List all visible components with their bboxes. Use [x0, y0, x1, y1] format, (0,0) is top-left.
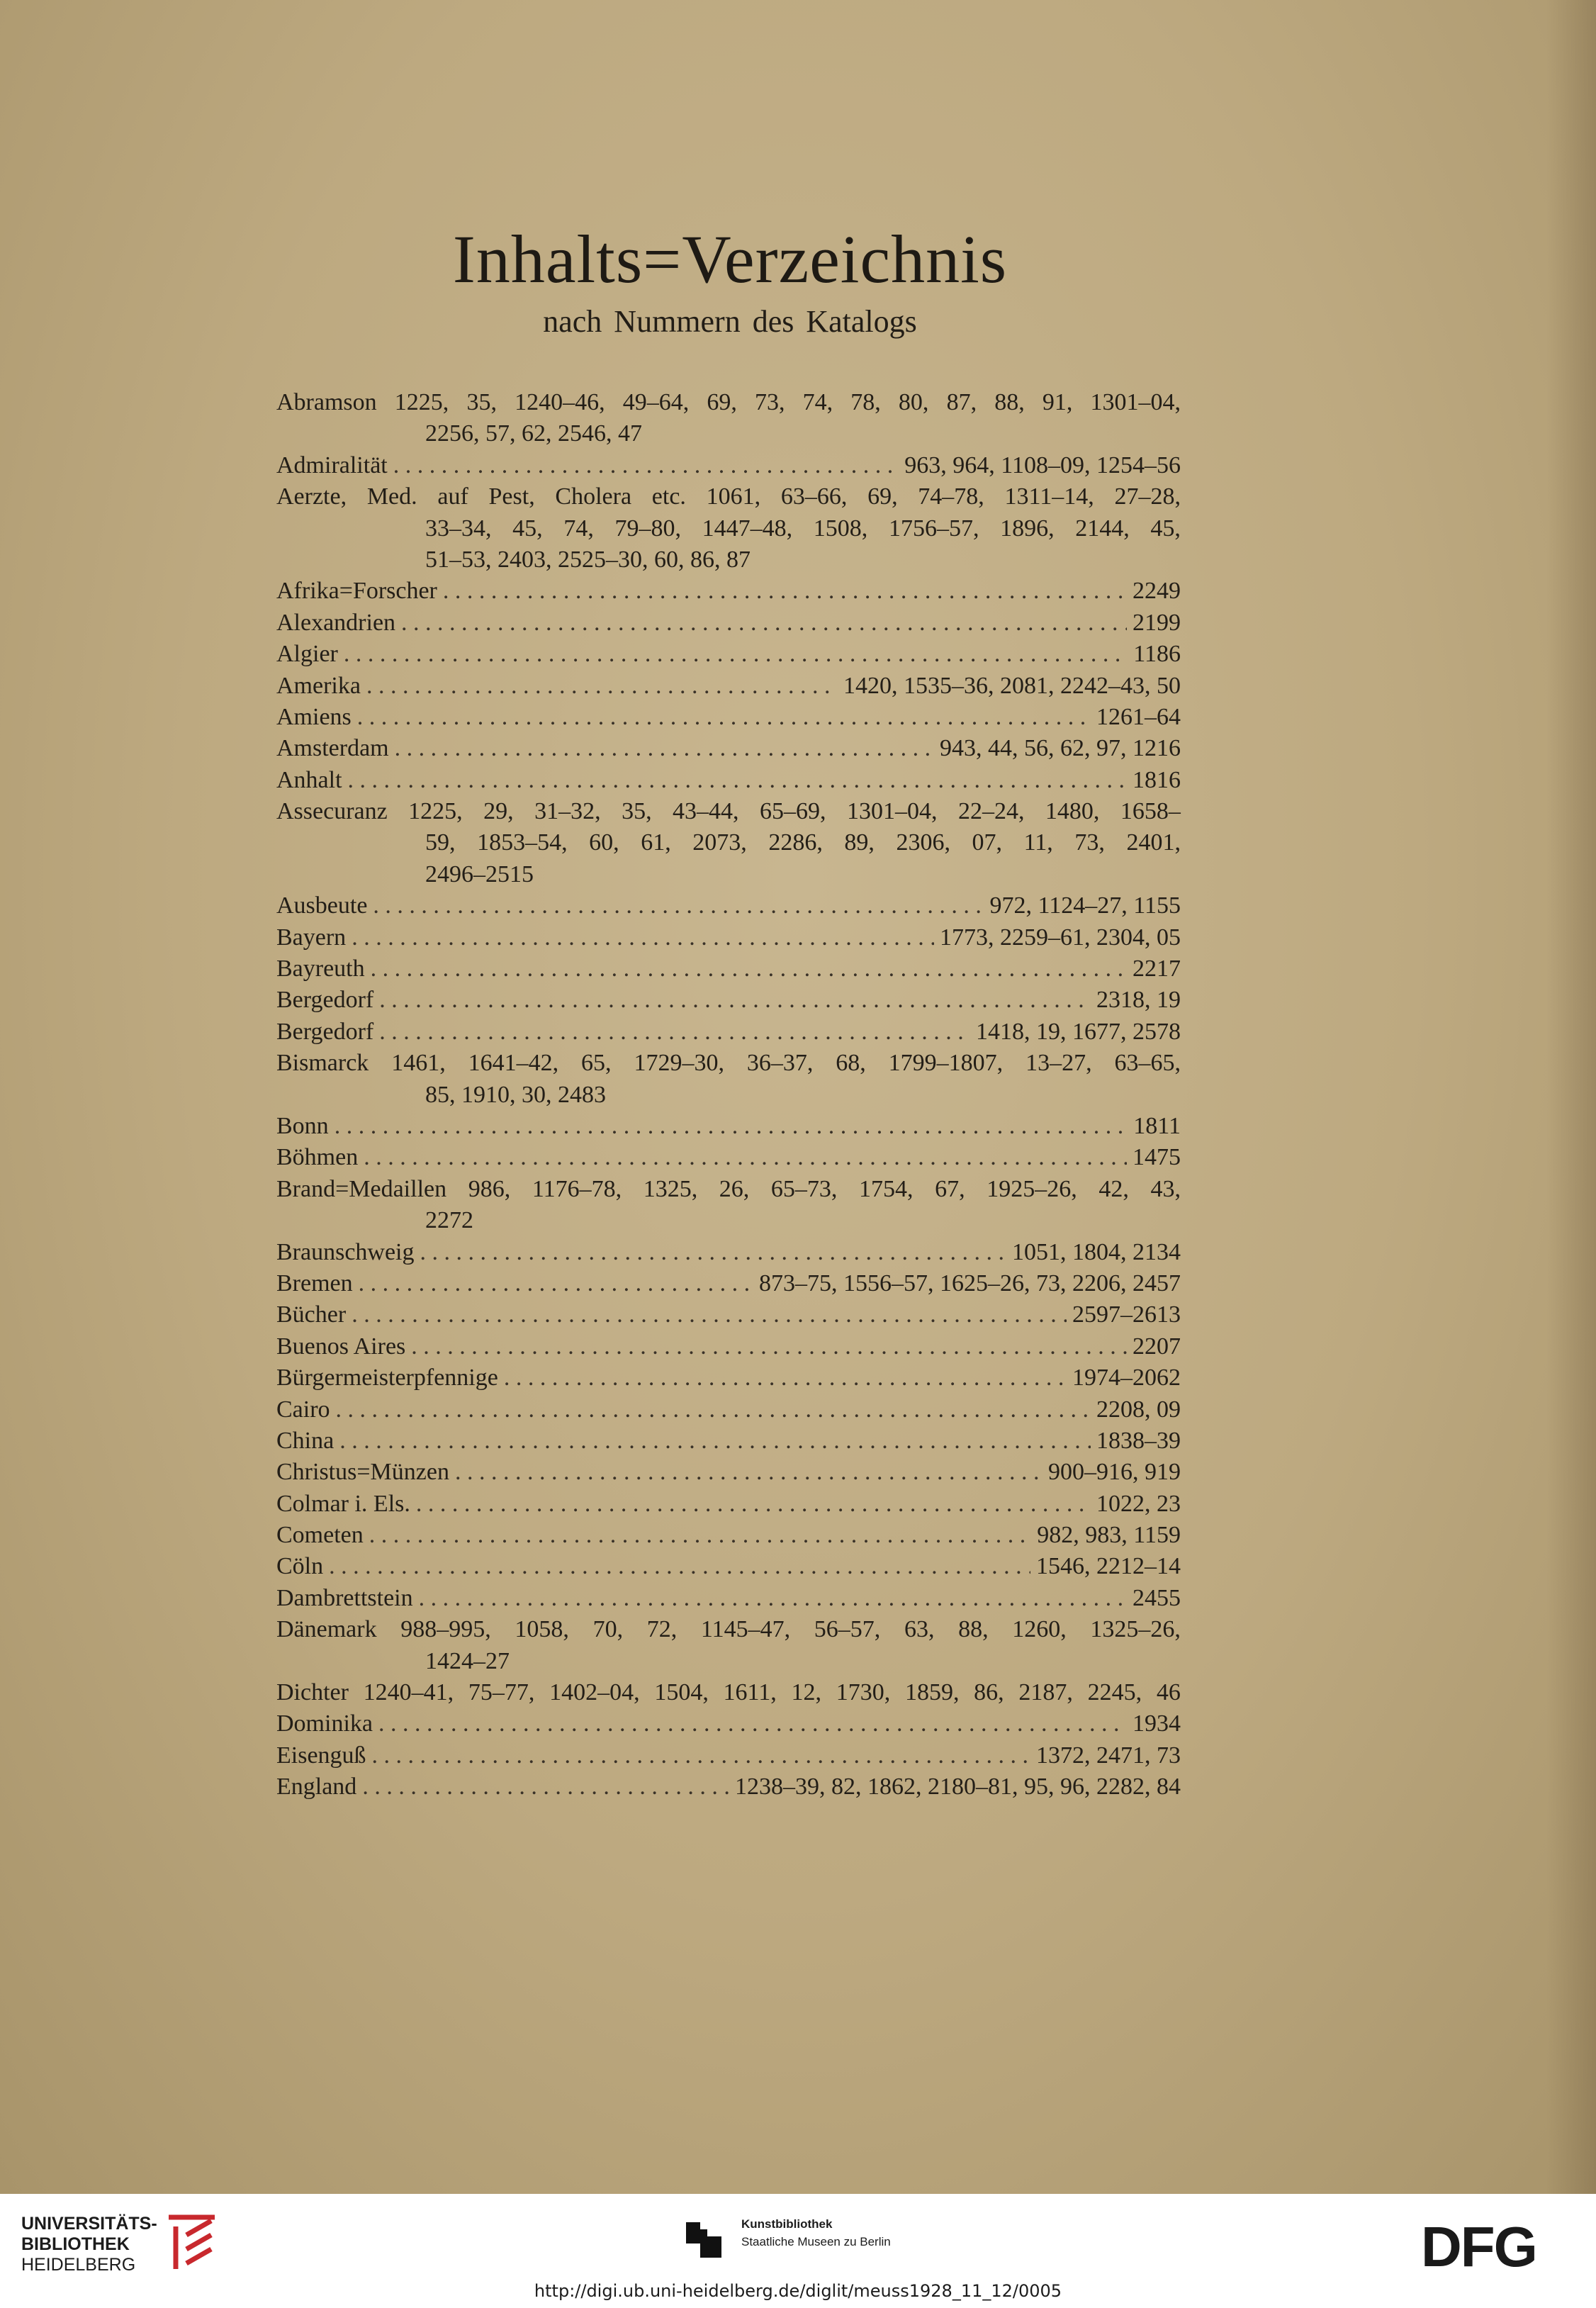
- index-line: Brand=Medaillen 986, 1176–78, 1325, 26, 65–73, 1754, 67, 1925–26, 42, 43,: [276, 1175, 1181, 1202]
- dot-leader: [335, 1111, 1128, 1142]
- index-line: Dichter 1240–41, 75–77, 1402–04, 1504, 1611, 12, 1730, 1859, 86, 2187, 2245, 46: [276, 1679, 1181, 1706]
- index-continuation-line: 85, 1910, 30, 2483: [425, 1081, 606, 1108]
- index-line: [276, 985, 1181, 1016]
- index-term: Braunschweig: [276, 1238, 415, 1265]
- index-entry: [276, 1583, 1181, 1614]
- index-term: Bergedorf: [276, 987, 374, 1014]
- index-term: Christus=Münzen: [276, 1459, 449, 1486]
- dot-leader: [352, 922, 934, 953]
- dot-leader: [379, 1016, 970, 1048]
- index-term: England: [276, 1774, 357, 1800]
- dot-leader: [352, 1299, 1067, 1331]
- page-shadow: [1546, 0, 1596, 2194]
- index-term: Ausbeute: [276, 892, 368, 919]
- kb-subtitle: Staatliche Museen zu Berlin: [741, 2235, 891, 2248]
- index-line: [276, 1016, 1181, 1048]
- index-line: [276, 1111, 1181, 1142]
- index-line: [276, 1771, 1181, 1803]
- dot-leader: [357, 702, 1091, 733]
- index-entry: [276, 1268, 1181, 1299]
- index-entry: [276, 953, 1181, 985]
- dot-leader: [366, 671, 838, 702]
- index-numbers: 2207: [1133, 1333, 1181, 1360]
- index-numbers: 1051, 1804, 2134: [1012, 1238, 1181, 1265]
- index-entry: [276, 1362, 1181, 1394]
- index-entry: [276, 639, 1181, 670]
- dfg-logo: [1421, 2222, 1573, 2272]
- dot-leader: [455, 1457, 1043, 1488]
- dot-leader: [371, 953, 1127, 985]
- index-line: [276, 1583, 1181, 1614]
- index-continuation-line: 2496–2515: [425, 861, 534, 887]
- index-line: [276, 1268, 1181, 1299]
- index-line: [276, 702, 1181, 733]
- index-term: Dambrettstein: [276, 1584, 413, 1611]
- index-entry: [276, 387, 1181, 450]
- index-entry: [276, 576, 1181, 607]
- index-entry: [276, 890, 1181, 921]
- index-numbers: 900–916, 919: [1048, 1459, 1181, 1486]
- index-numbers: 1773, 2259–61, 2304, 05: [940, 924, 1181, 951]
- index-entry: [276, 481, 1181, 576]
- index-line: [276, 450, 1181, 481]
- index-line: [276, 671, 1181, 702]
- index-line: [276, 890, 1181, 921]
- index-numbers: 1546, 2212–14: [1036, 1553, 1181, 1580]
- ub-heidelberg-logo: [154, 2207, 225, 2278]
- dot-leader: [419, 1583, 1127, 1614]
- page-subtitle: nach Nummern des Katalogs: [543, 304, 917, 339]
- index-numbers: 1022, 23: [1096, 1490, 1181, 1517]
- index-term: Afrika=Forscher: [276, 578, 437, 605]
- index-term: Cairo: [276, 1396, 330, 1423]
- ub-heidelberg-name: [21, 2214, 157, 2275]
- index-line: Aerzte, Med. auf Pest, Cholera etc. 1061, 63–66, 69, 74–78, 1311–14, 27–28,: [276, 483, 1181, 510]
- index-entry: [276, 1394, 1181, 1425]
- dot-leader: [348, 765, 1127, 796]
- dot-leader: [411, 1331, 1127, 1362]
- index-continuation-line: 1424–27: [425, 1647, 510, 1674]
- index-term: Bonn: [276, 1112, 329, 1139]
- index-term: Cometen: [276, 1522, 364, 1549]
- dot-leader: [364, 1142, 1127, 1173]
- ub-line-3: HEIDELBERG: [21, 2255, 136, 2275]
- index-term: Algier: [276, 641, 338, 668]
- index-term: Bayern: [276, 924, 347, 951]
- kb-title: Kunstbibliothek: [741, 2217, 833, 2231]
- index-term: Anhalt: [276, 766, 342, 793]
- index-line: Assecuranz 1225, 29, 31–32, 35, 43–44, 65–69, 1301–04, 22–24, 1480, 1658–: [276, 798, 1181, 825]
- index-numbers: 1974–2062: [1072, 1365, 1181, 1391]
- dot-leader: [344, 639, 1128, 670]
- index-line: [276, 1740, 1181, 1771]
- footer-bar: [0, 2194, 1596, 2308]
- index-list: [276, 387, 1181, 1803]
- dot-leader: [416, 1489, 1091, 1520]
- index-line: [276, 639, 1181, 670]
- index-line: [276, 733, 1181, 764]
- index-line: [276, 765, 1181, 796]
- dot-leader: [329, 1551, 1030, 1582]
- index-line: [276, 1331, 1181, 1362]
- index-entry: [276, 765, 1181, 796]
- dot-leader: [395, 733, 934, 764]
- dot-leader: [369, 1520, 1031, 1551]
- index-numbers: 2455: [1133, 1584, 1181, 1611]
- svg-text:DFG: DFG: [1421, 2222, 1536, 2272]
- index-numbers: 2199: [1133, 609, 1181, 636]
- index-entry: [276, 1614, 1181, 1677]
- index-entry: [276, 671, 1181, 702]
- index-continuation-line: 2272: [425, 1207, 473, 1234]
- dot-leader: [401, 607, 1127, 639]
- index-entry: [276, 1299, 1181, 1331]
- index-entry: [276, 1677, 1181, 1708]
- kunstbibliothek-logo: [679, 2215, 729, 2265]
- index-continuation-line: 59, 1853–54, 60, 61, 2073, 2286, 89, 2306, 07, 11, 73, 2401,: [425, 829, 1181, 856]
- index-entry: [276, 1048, 1181, 1111]
- index-line: Dänemark 988–995, 1058, 70, 72, 1145–47, 56–57, 63, 88, 1260, 1325–26,: [276, 1616, 1181, 1643]
- index-term: Bayreuth: [276, 956, 365, 982]
- index-entry: [276, 796, 1181, 890]
- index-line: [276, 1299, 1181, 1331]
- index-line: [276, 1551, 1181, 1582]
- index-entry: [276, 1771, 1181, 1803]
- index-entry: [276, 1425, 1181, 1457]
- index-term: Bücher: [276, 1301, 347, 1328]
- index-term: Colmar i. Els.: [276, 1490, 410, 1517]
- index-numbers: 1418, 19, 1677, 2578: [976, 1018, 1181, 1045]
- dot-leader: [359, 1268, 753, 1299]
- index-numbers: 2217: [1133, 956, 1181, 982]
- dot-leader: [339, 1425, 1091, 1457]
- index-term: Böhmen: [276, 1144, 359, 1171]
- index-term: Dominika: [276, 1710, 373, 1737]
- index-entry: [276, 1457, 1181, 1488]
- page-title: Inhalts=Verzeichnis: [452, 221, 1008, 297]
- index-line: Abramson 1225, 35, 1240–46, 49–64, 69, 73, 74, 78, 80, 87, 88, 91, 1301–04,: [276, 389, 1181, 415]
- index-line: [276, 1394, 1181, 1425]
- index-line: [276, 607, 1181, 639]
- index-entry: [276, 1016, 1181, 1048]
- index-numbers: 963, 964, 1108–09, 1254–56: [904, 452, 1181, 478]
- index-entry: [276, 1740, 1181, 1771]
- index-entry: [276, 1174, 1181, 1237]
- index-entry: [276, 1237, 1181, 1268]
- index-numbers: 1934: [1133, 1710, 1181, 1737]
- index-line: [276, 1708, 1181, 1740]
- index-term: Amiens: [276, 703, 352, 730]
- index-numbers: 1238–39, 82, 1862, 2180–81, 95, 96, 2282, 84: [735, 1774, 1181, 1800]
- index-entry: [276, 702, 1181, 733]
- ub-line-2: BIBLIOTHEK: [21, 2234, 130, 2254]
- index-line: [276, 953, 1181, 985]
- index-numbers: 1816: [1133, 766, 1181, 793]
- index-line: [276, 1142, 1181, 1173]
- index-numbers: 972, 1124–27, 1155: [989, 892, 1181, 919]
- index-numbers: 1186: [1133, 641, 1181, 668]
- index-numbers: 1475: [1133, 1144, 1181, 1171]
- index-line: [276, 922, 1181, 953]
- ub-line-1: UNIVERSITÄTS-: [21, 2214, 157, 2234]
- dot-leader: [378, 1708, 1127, 1740]
- index-entry: [276, 733, 1181, 764]
- index-continuation-line: 33–34, 45, 74, 79–80, 1447–48, 1508, 1756–57, 1896, 2144, 45,: [425, 515, 1181, 542]
- index-term: Bergedorf: [276, 1018, 374, 1045]
- index-line: [276, 1489, 1181, 1520]
- dot-leader: [372, 1740, 1030, 1771]
- index-term: Buenos Aires: [276, 1333, 406, 1360]
- index-line: [276, 1457, 1181, 1488]
- kunstbibliothek-text: [741, 2215, 891, 2251]
- dot-leader: [379, 985, 1091, 1016]
- index-term: Admiralität: [276, 452, 388, 478]
- index-numbers: 1838–39: [1096, 1427, 1181, 1454]
- dot-leader: [373, 890, 984, 921]
- index-numbers: 1420, 1535–36, 2081, 2242–43, 50: [843, 672, 1181, 699]
- index-entry: [276, 1520, 1181, 1551]
- source-url[interactable]: http://digi.ub.uni-heidelberg.de/diglit/meuss1928_11_12/0005: [534, 2281, 1062, 2301]
- index-entry: [276, 1111, 1181, 1142]
- index-numbers: 2249: [1133, 578, 1181, 605]
- index-entry: [276, 1489, 1181, 1520]
- dot-leader: [393, 450, 899, 481]
- dot-leader: [504, 1362, 1067, 1394]
- index-entry: [276, 922, 1181, 953]
- dot-leader: [420, 1237, 1006, 1268]
- index-line: [276, 576, 1181, 607]
- index-line: Bismarck 1461, 1641–42, 65, 1729–30, 36–37, 68, 1799–1807, 13–27, 63–65,: [276, 1050, 1181, 1077]
- dot-leader: [443, 576, 1127, 607]
- index-numbers: 943, 44, 56, 62, 97, 1216: [940, 735, 1181, 762]
- index-numbers: 2318, 19: [1096, 987, 1181, 1014]
- index-term: Bürgermeisterpfennige: [276, 1365, 498, 1391]
- index-term: Bremen: [276, 1270, 353, 1296]
- index-entry: [276, 1142, 1181, 1173]
- index-entry: [276, 1331, 1181, 1362]
- index-numbers: 1811: [1133, 1112, 1181, 1139]
- index-numbers: 2597–2613: [1072, 1301, 1181, 1328]
- dot-leader: [362, 1771, 729, 1803]
- index-line: [276, 1237, 1181, 1268]
- index-term: Amsterdam: [276, 735, 389, 762]
- index-entry: [276, 607, 1181, 639]
- index-numbers: 1372, 2471, 73: [1036, 1742, 1181, 1769]
- index-line: [276, 1520, 1181, 1551]
- index-numbers: 873–75, 1556–57, 1625–26, 73, 2206, 2457: [759, 1270, 1181, 1296]
- index-entry: [276, 450, 1181, 481]
- index-term: Alexandrien: [276, 609, 396, 636]
- index-continuation-line: 2256, 57, 62, 2546, 47: [425, 420, 642, 447]
- index-line: [276, 1425, 1181, 1457]
- index-term: Amerika: [276, 672, 361, 699]
- index-term: Cöln: [276, 1553, 324, 1580]
- index-continuation-line: 51–53, 2403, 2525–30, 60, 86, 87: [425, 546, 751, 573]
- index-line: [276, 1362, 1181, 1394]
- index-numbers: 982, 983, 1159: [1037, 1522, 1181, 1549]
- index-numbers: 2208, 09: [1096, 1396, 1181, 1423]
- index-entry: [276, 1708, 1181, 1740]
- index-term: Eisenguß: [276, 1742, 366, 1769]
- dot-leader: [336, 1394, 1091, 1425]
- index-numbers: 1261–64: [1096, 703, 1181, 730]
- index-entry: [276, 1551, 1181, 1582]
- index-entry: [276, 985, 1181, 1016]
- index-term: China: [276, 1427, 335, 1454]
